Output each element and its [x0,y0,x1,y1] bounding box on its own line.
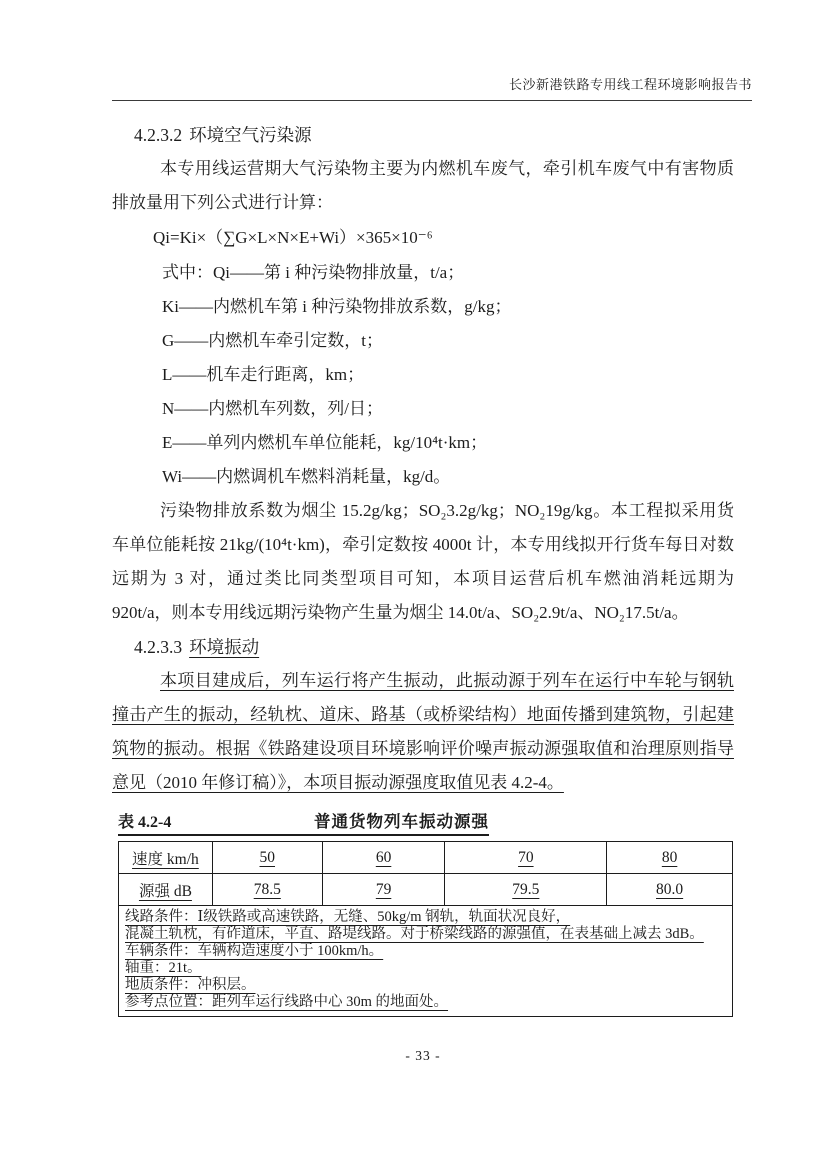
table-cell [445,842,607,874]
section-heading-air [112,118,734,152]
strength-value: 79.5 [512,880,540,898]
speed-value: 70 [518,848,534,866]
table-cell [322,874,445,906]
section-title-vibration: 环境振动 [189,637,260,657]
section-number-air: 4.2.3.2 [134,125,183,145]
strength-value: 78.5 [253,880,281,898]
note-line-track-conditions: 线路条件：Ⅰ级铁路或高速铁路，无缝、50kg/m 钢轨，轨面状况良好， [125,909,571,925]
emission-formula: Qi=Ki×（∑G×L×N×E+Wi）×365×10⁻⁶ [153,228,433,247]
definition-line-l: L——机车走行距离，km； [162,365,365,384]
definition-line-g: G——内燃机车牵引定数，t； [162,331,383,350]
table-cell [212,874,322,906]
section-title-air: 环境空气污染源 [189,125,312,145]
vibration-source-table [118,841,733,1017]
table-cell [322,842,445,874]
table-notes-cell [119,906,733,1017]
note-line-reference-point: 参考点位置：距列车运行线路中心 30m 的地面处。 [125,994,449,1010]
table-cell [607,842,733,874]
table-cell [119,874,213,906]
page-number: - 33 - [405,1048,441,1063]
strength-value: 79 [375,880,392,898]
table-cell [445,874,607,906]
page-content [112,118,734,1017]
strength-value: 80.0 [656,880,684,898]
note-line-axle-load: 轴重：21t。 [125,960,202,976]
note-line-track-conditions-cont: 混凝土轨枕，有砟道床，平直、路堤线路。对于桥梁线路的源强值，在表基础上减去 3dB。 [125,926,704,942]
page-header [112,74,752,101]
speed-value: 80 [661,848,678,866]
definition-line-n: N——内燃机车列数，列/日； [162,399,383,418]
definition-line-qi: 式中：Qi——第 i 种污染物排放量，t/a； [162,263,465,282]
section-heading-vibration [112,630,734,664]
row-header-speed: 速度 km/h [132,850,199,868]
variable-definitions [112,256,734,494]
table-cell [607,874,733,906]
speed-value: 50 [259,848,276,866]
definition-line-e: E——单列内燃机车单位能耗，kg/10⁴t·km； [162,433,488,452]
definition-line-ki: Ki——内燃机车第 i 种污染物排放系数，g/kg； [162,297,512,316]
table-caption [118,808,489,836]
table-caption-title: 普通货物列车振动源强 [314,813,489,831]
header-title: 长沙新港铁路专用线工程环境影响报告书 [508,77,752,92]
section-number-vibration: 4.2.3.3 [134,637,183,657]
row-header-strength: 源强 dB [138,882,192,900]
note-line-geology: 地质条件：冲积层。 [125,977,256,993]
note-line-vehicle-conditions: 车辆条件：车辆构造速度小于 100km/h。 [125,943,384,959]
table-row-speed [119,842,733,874]
paragraph-emission-values: 污染物排放系数为烟尘 15.2g/kg；SO₂3.2g/kg；NO₂19g/kg。本工程拟采用货车单位能耗按 21kg/(10⁴t·km)，牵引定数按 4000t 计，本专用线拟开行货车每日对数远期为 3 对，通过类比同类型项目可知，本项目运营后机车燃油消耗远期为 920t/a，则本专用线远期污染物产生量为烟尘 14.0t/a、SO₂2.9t/a、NO₂17.5t/a。 [112,501,734,622]
paragraph-vibration: 本项目建成后，列车运行将产生振动，此振动源于列车在运行中车轮与钢轨撞击产生的振动，经轨枕、道床、路基（或桥梁结构）地面传播到建筑物，引起建筑物的振动。根据《铁路建设项目环境影响评价噪声振动源强取值和治理原则指导意见（2010 年修订稿）》，本项目振动源强度取值见表 4.2-4。 [112,671,734,792]
paragraph-air-intro: 本专用线运营期大气污染物主要为内燃机车废气，牵引机车废气中有害物质排放量用下列公式进行计算： [112,159,734,212]
speed-value: 60 [375,848,392,866]
table-cell [119,842,213,874]
table-cell [212,842,322,874]
definition-line-wi: Wi——内燃调机车燃料消耗量，kg/d。 [162,467,451,486]
table-row-source-strength [119,874,733,906]
table-row-notes [119,906,733,1017]
table-caption-label: 表 4.2-4 [118,814,172,831]
